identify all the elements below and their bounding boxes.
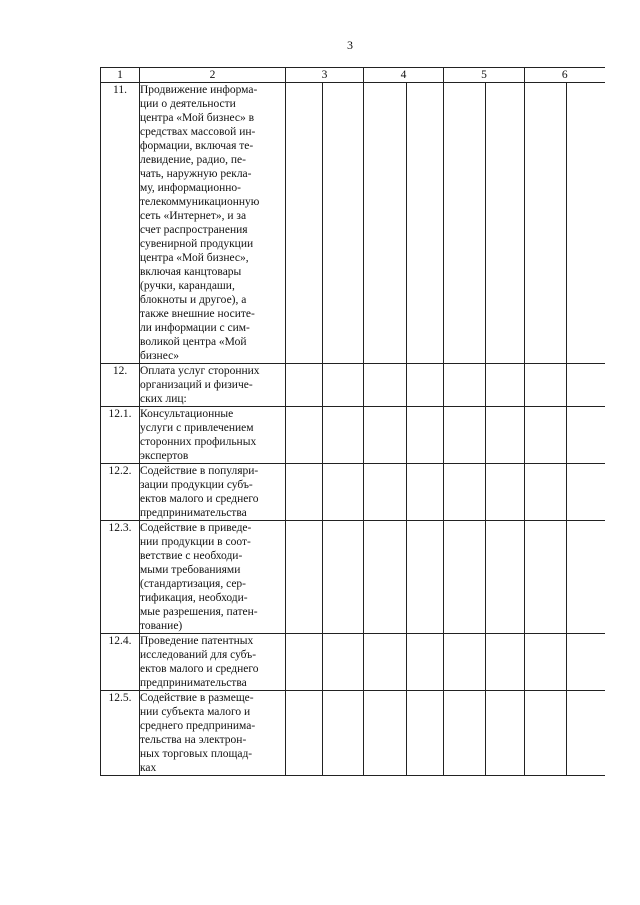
row-description: Консультационные услуги с привлечением сторонних профильных экспертов bbox=[140, 407, 286, 464]
cell-col-4 bbox=[364, 464, 444, 521]
budget-table bbox=[100, 67, 605, 776]
table-row bbox=[101, 691, 605, 776]
header-col-3: 3 bbox=[286, 68, 364, 83]
row-description: Содействие в приведе- нии продукции в соот- ветствие с необходи- мыми требованиями (стандартизация, сер- тификация, необходи- мые разрешения, патен- тование) bbox=[140, 521, 286, 634]
table-row bbox=[101, 83, 605, 364]
cell-col-4 bbox=[364, 364, 444, 407]
cell-col-3 bbox=[286, 691, 364, 776]
row-number: 11. bbox=[101, 83, 140, 364]
row-number: 12.1. bbox=[101, 407, 140, 464]
row-number: 12.2. bbox=[101, 464, 140, 521]
cell-col-6 bbox=[525, 83, 605, 364]
row-description: Продвижение информа- ции о деятельности центра «Мой бизнес» в средствах массовой ин- формации, включая те- левидение, радио, пе- чать, наружную рекла- му, информационно- телекоммуникационную сеть «Интернет», и за счет распространения сувенирной продукции центра «Мой бизнес», включая канцтовары (ручки, карандаши, блокноты и другое), а также внешние носите- ли информации с сим- воликой центра «Мой бизнес» bbox=[140, 83, 286, 364]
cell-col-5 bbox=[444, 83, 525, 364]
row-number: 12.3. bbox=[101, 521, 140, 634]
cell-col-3 bbox=[286, 407, 364, 464]
cell-col-6 bbox=[525, 634, 605, 691]
table-row bbox=[101, 407, 605, 464]
row-number: 12.4. bbox=[101, 634, 140, 691]
header-col-4: 4 bbox=[364, 68, 444, 83]
row-description: Проведение патентных исследований для субъ- ектов малого и среднего предпринимательства bbox=[140, 634, 286, 691]
table-row bbox=[101, 464, 605, 521]
row-description: Оплата услуг сторонних организаций и физиче- ских лиц: bbox=[140, 364, 286, 407]
header-col-5: 5 bbox=[444, 68, 525, 83]
cell-col-5 bbox=[444, 464, 525, 521]
cell-col-3 bbox=[286, 464, 364, 521]
header-col-2: 2 bbox=[140, 68, 286, 83]
table-row bbox=[101, 521, 605, 634]
header-col-1: 1 bbox=[101, 68, 140, 83]
row-number: 12. bbox=[101, 364, 140, 407]
cell-col-3 bbox=[286, 83, 364, 364]
cell-col-4 bbox=[364, 407, 444, 464]
cell-col-6 bbox=[525, 521, 605, 634]
cell-col-4 bbox=[364, 634, 444, 691]
cell-col-3 bbox=[286, 521, 364, 634]
cell-col-4 bbox=[364, 83, 444, 364]
cell-col-3 bbox=[286, 364, 364, 407]
cell-col-5 bbox=[444, 691, 525, 776]
cell-col-6 bbox=[525, 407, 605, 464]
table-row bbox=[101, 634, 605, 691]
cell-col-6 bbox=[525, 364, 605, 407]
cell-col-5 bbox=[444, 634, 525, 691]
cell-col-5 bbox=[444, 407, 525, 464]
row-description: Содействие в размеще- нии субъекта малого и среднего предпринима- тельства на электрон- ных торговых площад- ках bbox=[140, 691, 286, 776]
cell-col-3 bbox=[286, 634, 364, 691]
cell-col-6 bbox=[525, 464, 605, 521]
header-row bbox=[101, 68, 605, 83]
row-number: 12.5. bbox=[101, 691, 140, 776]
table-row bbox=[101, 364, 605, 407]
cell-col-5 bbox=[444, 364, 525, 407]
cell-col-6 bbox=[525, 691, 605, 776]
row-description: Содействие в популяри- зации продукции субъ- ектов малого и среднего предпринимательства bbox=[140, 464, 286, 521]
cell-col-4 bbox=[364, 521, 444, 634]
page-number: 3 bbox=[347, 38, 353, 52]
cell-col-4 bbox=[364, 691, 444, 776]
header-col-6: 6 bbox=[525, 68, 605, 83]
cell-col-5 bbox=[444, 521, 525, 634]
